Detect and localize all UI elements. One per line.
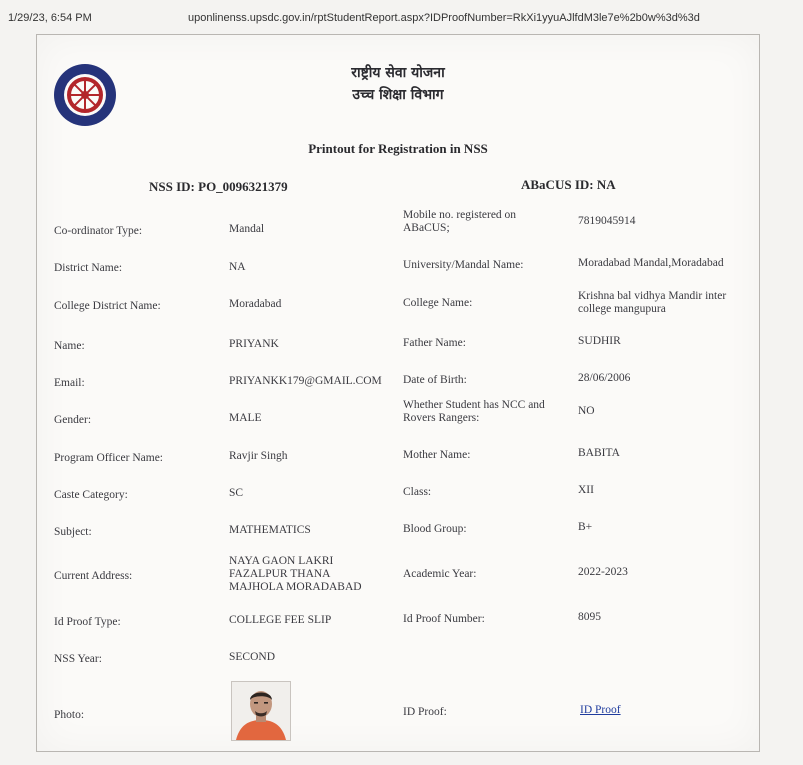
mother-name-label: Mother Name:: [403, 449, 471, 461]
ncc-value: NO: [578, 405, 595, 417]
address-label: Current Address:: [54, 570, 133, 582]
print-timestamp: 1/29/23, 6:54 PM: [8, 12, 92, 24]
name-value: PRIYANK: [229, 338, 279, 350]
district-label: District Name:: [54, 262, 123, 274]
coordinator-type-label: Co-ordinator Type:: [54, 225, 143, 237]
university-value: Moradabad Mandal,Moradabad: [578, 257, 724, 269]
nss-year-label: NSS Year:: [54, 653, 102, 665]
print-url: uponlinenss.upsdc.gov.in/rptStudentReport.aspx?IDProofNumber=RkXi1yyuAJlfdM3le7e%2b0w%3d%3d: [188, 12, 700, 24]
id-proof-number-label: Id Proof Number:: [403, 613, 485, 625]
id-proof-label: ID Proof:: [403, 706, 447, 718]
student-photo: [231, 681, 291, 741]
university-label: University/Mandal Name:: [403, 259, 524, 271]
nss-id: NSS ID: PO_0096321379: [149, 179, 288, 194]
subject-value: MATHEMATICS: [229, 524, 311, 536]
mother-name-value: BABITA: [578, 447, 620, 459]
ncc-label: Whether Student has NCC and Rovers Rangers:: [403, 399, 545, 424]
address-value: NAYA GAON LAKRI FAZALPUR THANA MAJHOLA MORADABAD: [229, 555, 362, 593]
mobile-value: 7819045914: [578, 215, 636, 227]
father-name-value: SUDHIR: [578, 335, 621, 347]
subject-label: Subject:: [54, 526, 92, 538]
nss-year-value: SECOND: [229, 651, 276, 663]
academic-year-label: Academic Year:: [403, 568, 477, 580]
coordinator-type-value: Mandal: [229, 223, 265, 235]
email-label: Email:: [54, 377, 85, 389]
abacus-id: ABaCUS ID: NA: [521, 177, 616, 192]
browser-print-header: [0, 0, 803, 30]
class-label: Class:: [403, 486, 432, 498]
id-proof-type-value: COLLEGE FEE SLIP: [229, 614, 332, 626]
blood-group-value: B+: [578, 521, 593, 533]
dob-label: Date of Birth:: [403, 374, 467, 386]
academic-year-value: 2022-2023: [578, 566, 628, 578]
id-proof-type-label: Id Proof Type:: [54, 616, 121, 628]
student-photo-image: [232, 682, 290, 740]
program-officer-label: Program Officer Name:: [54, 452, 163, 464]
caste-label: Caste Category:: [54, 489, 128, 501]
father-name-label: Father Name:: [403, 337, 466, 349]
college-district-value: Moradabad: [229, 298, 282, 310]
district-value: NA: [229, 261, 246, 273]
college-district-label: College District Name:: [54, 300, 161, 312]
college-name-label: College Name:: [403, 297, 473, 309]
gender-label: Gender:: [54, 414, 92, 426]
document-title: Printout for Registration in NSS: [308, 141, 488, 156]
id-proof-number-value: 8095: [578, 611, 601, 623]
hindi-heading-department: उच्च शिक्षा विभाग: [352, 87, 444, 103]
id-proof-link[interactable]: ID Proof: [580, 704, 621, 716]
college-name-value: Krishna bal vidhya Mandir inter college mangupura: [578, 290, 727, 315]
class-value: XII: [578, 484, 594, 496]
blood-group-label: Blood Group:: [403, 523, 467, 535]
program-officer-value: Ravjir Singh: [229, 450, 288, 462]
gender-value: MALE: [229, 412, 262, 424]
dob-value: 28/06/2006: [578, 372, 631, 384]
email-value: PRIYANKK179@GMAIL.COM: [229, 375, 382, 387]
name-label: Name:: [54, 340, 85, 352]
registration-sheet: [36, 34, 760, 752]
photo-label: Photo:: [54, 709, 85, 721]
hindi-heading-scheme: राष्ट्रीय सेवा योजना: [351, 65, 445, 81]
mobile-label: Mobile no. registered on ABaCUS;: [403, 209, 517, 234]
caste-value: SC: [229, 487, 244, 499]
